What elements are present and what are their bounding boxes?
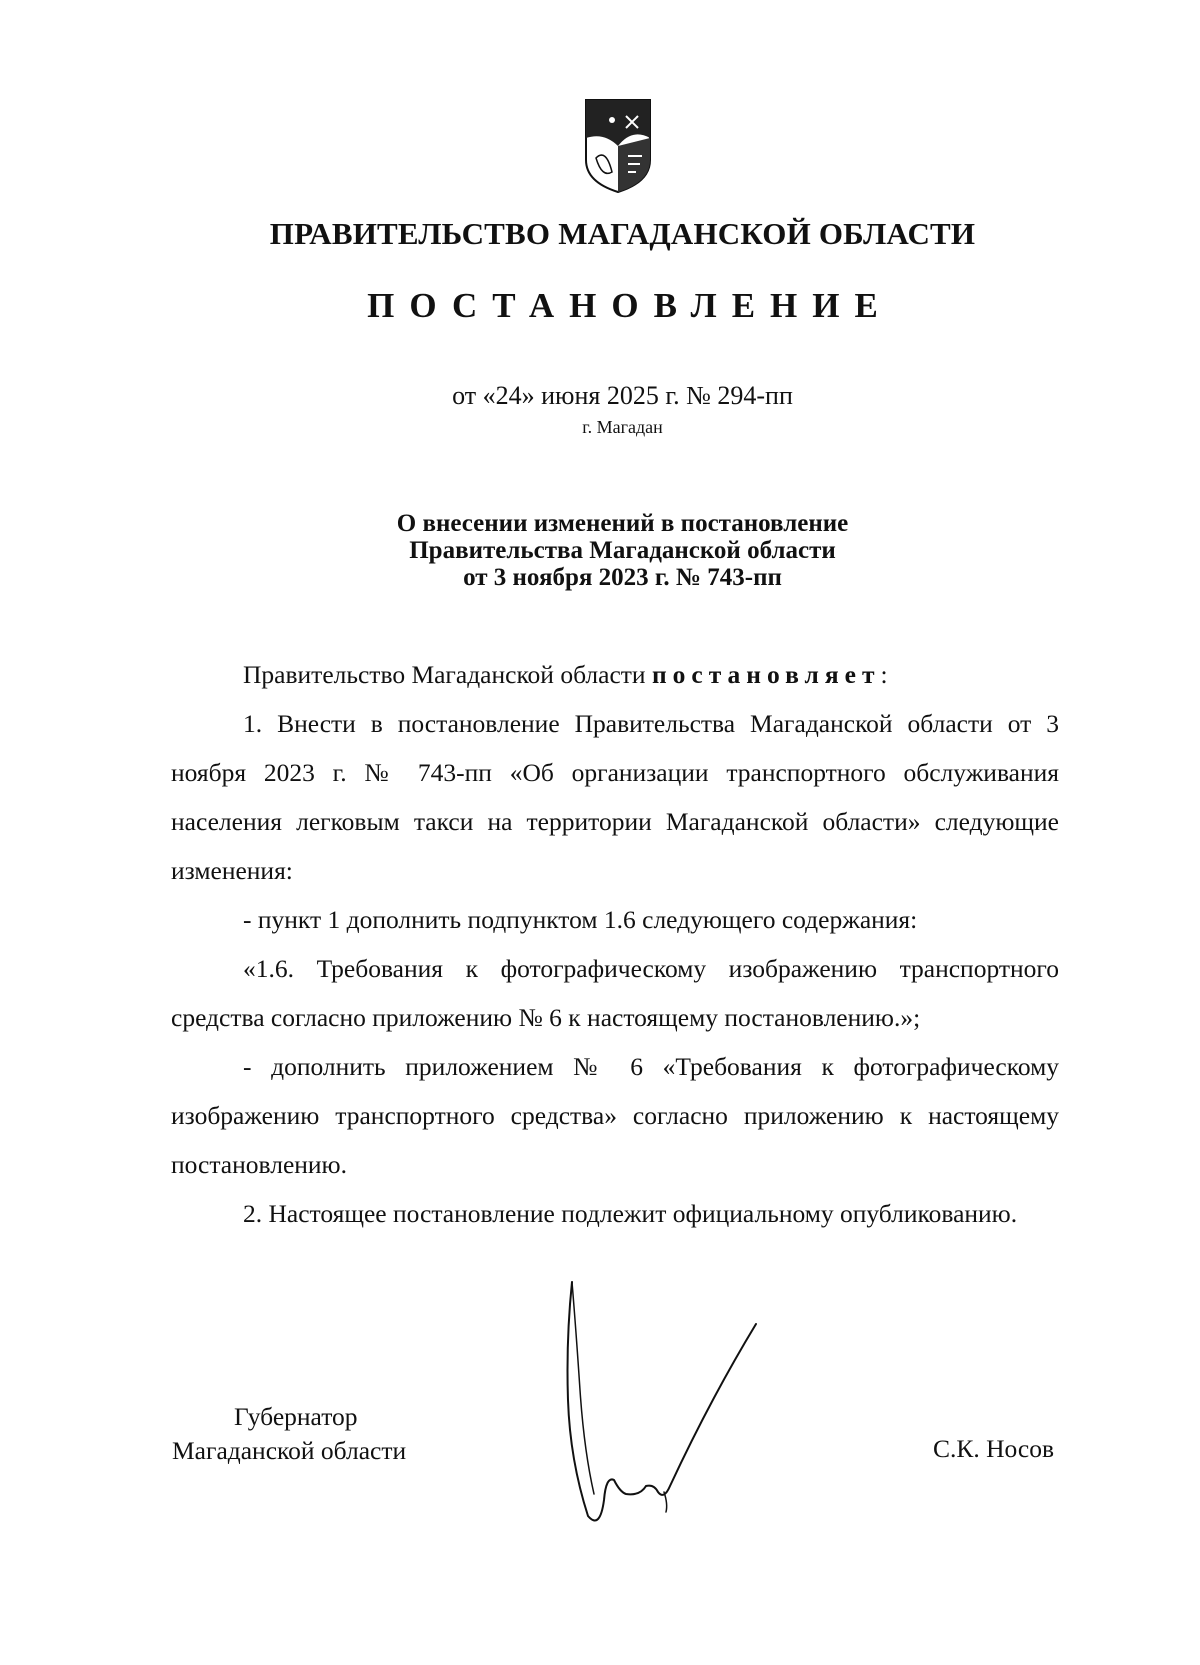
organization-title: ПРАВИТЕЛЬСТВО МАГАДАНСКОЙ ОБЛАСТИ (269, 216, 976, 251)
document-date-number: от «24» июня 2025 г. № 294-пп (452, 381, 793, 410)
paragraph-3: «1.6. Требования к фотографическому изображению транспортного средства согласно приложению № 6 к настоящему постановлению.»; (171, 954, 1059, 1032)
document-type: ПОСТАНОВЛЕНИЕ (367, 286, 893, 325)
signatory-position (172, 1400, 406, 1468)
position-line: Магаданской области (172, 1436, 407, 1465)
subject-line: Правительства Магаданской области (409, 537, 836, 564)
paragraph-2: - пункт 1 дополнить подпунктом 1.6 следующего содержания: (243, 905, 918, 934)
intro-prefix: Правительство Магаданской области (243, 660, 646, 689)
subject-line: О внесении изменений в постановление (396, 510, 849, 537)
position-line: Губернатор (234, 1402, 358, 1431)
document-city: г. Магадан (582, 417, 663, 437)
subject-line: от 3 ноября 2023 г. № 743-пп (463, 564, 782, 591)
coat-of-arms-emblem (582, 98, 654, 194)
signer-name: С.К. Носов (932, 1434, 1054, 1463)
paragraph-5: 2. Настоящее постановление подлежит официальному опубликованию. (243, 1199, 1018, 1228)
paragraph-4: - дополнить приложением № 6 «Требования к фотографическому изображению транспортного средства» согласно приложению к настоящему постановлению. (171, 1052, 1059, 1179)
document-subject (0, 510, 1200, 591)
intro-emphasis: постановляет (651, 660, 881, 689)
intro-suffix: : (880, 660, 888, 689)
document-body (171, 650, 1059, 1238)
paragraph-1: 1. Внести в постановление Правительства Магаданской области от 3 ноября 2023 г. № 743-пп «Об организации транспортного обслуживания населения легковым такси на территории Магаданской области» следующие изменения: (171, 709, 1059, 885)
intro-paragraph (171, 650, 1059, 699)
handwritten-signature (560, 1280, 800, 1530)
